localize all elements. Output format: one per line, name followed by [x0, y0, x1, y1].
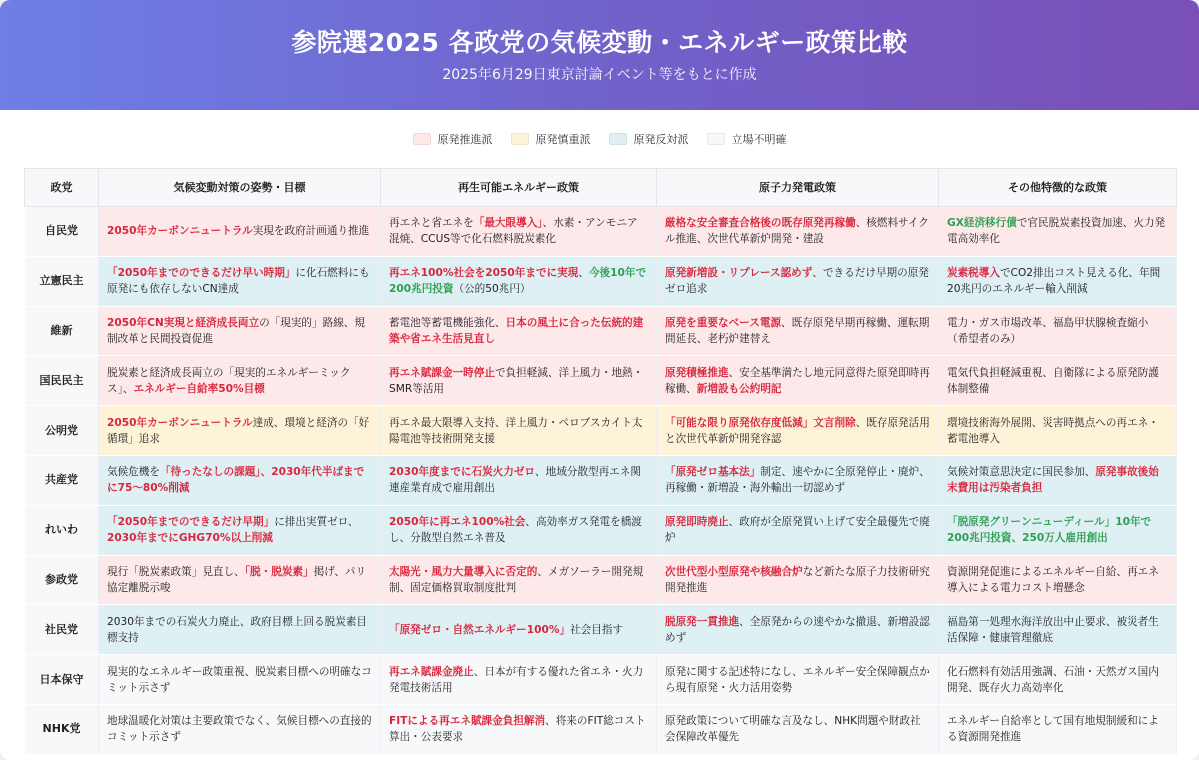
policy-text: 、既存原発早期再稼働、運転期間延長、老朽炉建替え: [665, 316, 930, 345]
policy-cell: [939, 505, 1177, 555]
policy-cell: [939, 455, 1177, 505]
policy-cell: [381, 605, 657, 655]
policy-cell: [939, 555, 1177, 605]
party-name: 立憲民主: [25, 256, 99, 306]
policy-text: 、高効率ガス発電を橋渡し、分散型自然エネ普及: [389, 516, 642, 545]
policy-text: 、安全基準満たし地元同意得た原発即時再稼働、: [665, 366, 930, 395]
policy-text: 、メガソーラー開発規制、固定価格買取制度批判: [389, 565, 644, 594]
policy-text: 気候対策意思決定に国民参加、: [947, 466, 1096, 479]
policy-cell: [657, 704, 939, 754]
policy-cell: [939, 704, 1177, 754]
legend-label: 原発推進派: [437, 133, 493, 146]
policy-text: 電気代負担軽減重視、自衛隊による原発防護体制整備: [947, 366, 1159, 395]
policy-cell: [939, 256, 1177, 306]
policy-cell: [381, 655, 657, 705]
policy-cell: [939, 655, 1177, 705]
policy-text: に化石燃料にも原発にも依存しないCN達成: [107, 267, 370, 296]
policy-text: 、: [578, 267, 589, 280]
highlight-text: 「最大限導入」: [473, 217, 543, 230]
policy-cell: [381, 256, 657, 306]
table-row: [25, 655, 1177, 705]
policy-text: 現行「脱炭素政策」見直し、: [107, 565, 245, 578]
column-header: 再生可能エネルギー政策: [381, 169, 657, 207]
policy-text: 掲げ、パリ協定離脱示唆: [107, 565, 367, 594]
highlight-text: 炭素税導入: [947, 267, 1000, 280]
policy-text: 実現を政府計画通り推進: [252, 225, 370, 238]
table-row: [25, 505, 1177, 555]
policy-text: 福島第一処理水海洋放出中止要求、被災者生活保障・健康管理徹底: [947, 615, 1159, 644]
party-name: れいわ: [25, 505, 99, 555]
table-row: [25, 306, 1177, 356]
table-row: [25, 555, 1177, 605]
highlight-text: 原発新増設・リプレース認めず: [665, 267, 813, 280]
highlight-text: 2050年に再エネ100%社会: [389, 516, 526, 529]
policy-text: 、地域分散型再エネ関連産業育成で雇用創出: [389, 466, 641, 495]
table-row: [25, 256, 1177, 306]
policy-text: の「現実的」路線、規制改革と民間投資促進: [107, 316, 365, 345]
party-name: 社民党: [25, 605, 99, 655]
policy-text: 環境技術海外展開、災害時拠点への再エネ・蓄電池導入: [947, 416, 1159, 445]
policy-text: 、政府が全原発買い上げて安全最優先で廃炉: [665, 516, 930, 545]
policy-cell: [657, 455, 939, 505]
policy-cell: [99, 555, 381, 605]
highlight-text: FITによる再エネ賦課金負担解消: [389, 715, 546, 728]
page-title: 参院選2025 各政党の気候変動・エネルギー政策比較: [291, 28, 908, 57]
policy-text: 原発に関する記述特になし、エネルギー安全保障観点から現有原発・火力活用姿勢: [665, 665, 930, 694]
policy-cell: [939, 605, 1177, 655]
policy-cell: [657, 207, 939, 257]
policy-cell: [381, 207, 657, 257]
highlight-text: 次世代型小型原発や核融合炉: [665, 565, 803, 578]
policy-cell: [99, 605, 381, 655]
policy-cell: [381, 455, 657, 505]
table-row: [25, 207, 1177, 257]
policy-cell: [381, 555, 657, 605]
policy-cell: [939, 207, 1177, 257]
table-row: [25, 704, 1177, 754]
party-name: 日本保守: [25, 655, 99, 705]
policy-text: 社会目指す: [570, 623, 624, 636]
policy-cell: [939, 356, 1177, 406]
policy-text: 、全原発からの速やかな撤退、新増設認めず: [665, 615, 930, 644]
highlight-text: 原発事故後始末費用は汚染者負担: [947, 466, 1159, 495]
policy-text: 現実的なエネルギー政策重視、脱炭素目標への明確なコミット示さず: [107, 665, 372, 694]
highlight-text: 「待ったなしの課題」、2030年代半ばまでに75〜80%削減: [107, 466, 365, 495]
table-body: [25, 207, 1177, 755]
policy-text: 地球温暖化対策は主要政策でなく、気候目標への直接的コミット示さず: [107, 715, 372, 744]
highlight-green-text: 「脱原発グリーンニューディール」10年で200兆円投資、250万人雇用創出: [947, 516, 1152, 545]
table-row: [25, 356, 1177, 406]
policy-cell: [99, 704, 381, 754]
policy-text: 、核燃料サイクル推進、次世代革新炉開発・建設: [665, 217, 929, 246]
highlight-text: 「原発ゼロ・自然エネルギー100%」: [389, 623, 571, 636]
policy-cell: [381, 306, 657, 356]
column-header: 気候変動対策の姿勢・目標: [99, 169, 381, 207]
policy-cell: [99, 655, 381, 705]
highlight-text: 「原発ゼロ基本法」: [665, 466, 761, 479]
policy-cell: [939, 306, 1177, 356]
highlight-green-text: GX経済移行債: [947, 217, 1017, 230]
highlight-text: 再エネ100%社会を2050年までに実現: [389, 267, 579, 280]
policy-table: [24, 168, 1177, 755]
party-name: 共産党: [25, 455, 99, 505]
policy-cell: [657, 306, 939, 356]
table-header-row: [25, 169, 1177, 207]
policy-cell: [657, 256, 939, 306]
policy-text: 気候危機を: [107, 466, 160, 479]
policy-text: 再エネ最大限導入支持、洋上風力・ペロブスカイト太陽電池等技術開発支援: [389, 416, 643, 445]
highlight-green-text: 今後10年で200兆円投資: [389, 267, 647, 296]
policy-text: 制定、速やかに全原発停止・廃炉、再稼働・新増設・海外輸出一切認めず: [665, 466, 930, 495]
highlight-text: 2030年までにGHG70%以上削減: [107, 532, 273, 545]
highlight-text: 再エネ賦課金一時停止: [389, 366, 495, 379]
policy-text: 、できるだけ早期の原発ゼロ追求: [665, 267, 929, 296]
policy-text: （公的50兆円）: [453, 283, 531, 296]
legend-label: 原発慎重派: [535, 133, 591, 146]
policy-cell: [381, 356, 657, 406]
policy-text: エネルギー自給率として国有地規制緩和による資源開発推進: [947, 715, 1159, 744]
policy-cell: [99, 256, 381, 306]
policy-cell: [657, 555, 939, 605]
page-subtitle: 2025年6月29日東京討論イベント等をもとに作成: [442, 67, 757, 83]
policy-cell: [657, 655, 939, 705]
table-row: [25, 605, 1177, 655]
policy-cell: [381, 406, 657, 456]
column-header: その他特徴的な政策: [939, 169, 1177, 207]
policy-cell: [381, 505, 657, 555]
policy-text: で負担軽減、洋上風力・地熱・SMR等活用: [389, 366, 644, 395]
highlight-text: 2050年カーボンニュートラル: [107, 416, 253, 429]
highlight-text: 「可能な限り原発依存度低減」文言削除: [665, 416, 856, 429]
policy-cell: [99, 505, 381, 555]
highlight-text: 2050年カーボンニュートラル: [107, 225, 253, 238]
legend-item: [511, 131, 591, 147]
party-name: 参政党: [25, 555, 99, 605]
highlight-text: 「2050年までのできるだけ早い時期」: [107, 267, 296, 280]
policy-text: でCO2排出コスト見える化、年間20兆円のエネルギー輸入削減: [947, 267, 1161, 296]
legend-swatch: [609, 133, 627, 145]
highlight-text: 「脱・脱炭素」: [244, 565, 314, 578]
policy-cell: [99, 356, 381, 406]
table-row: [25, 406, 1177, 456]
policy-text: 資源開発促進によるエネルギー自給、再エネ導入による電力コスト増懸念: [947, 565, 1159, 594]
highlight-text: 太陽光・風力大量導入に否定的: [389, 565, 538, 578]
policy-cell: [657, 356, 939, 406]
policy-text: 達成、環境と経済の「好循環」追求: [107, 416, 370, 445]
policy-cell: [939, 406, 1177, 456]
policy-text: 、既存原発活用と次世代革新炉開発容認: [665, 416, 930, 445]
policy-text: 化石燃料有効活用強調、石油・天然ガス国内開発、既存火力高効率化: [947, 665, 1159, 694]
page-header: [0, 0, 1199, 110]
legend-item: [707, 131, 787, 147]
policy-cell: [99, 455, 381, 505]
highlight-text: 脱原発一貫推進: [665, 615, 740, 628]
legend-swatch: [707, 133, 725, 145]
column-header: 政党: [25, 169, 99, 207]
party-name: 公明党: [25, 406, 99, 456]
policy-cell: [99, 207, 381, 257]
highlight-text: エネルギー自給率50%目標: [133, 382, 265, 395]
highlight-text: 原発を重要なベース電源: [665, 316, 782, 329]
policy-text: 蓄電池等蓄電機能強化、: [389, 316, 506, 329]
highlight-text: 「2050年までのできるだけ早期」: [107, 516, 275, 529]
highlight-text: 2050年CN実現と経済成長両立: [107, 316, 260, 329]
party-name: 国民民主: [25, 356, 99, 406]
policy-cell: [657, 605, 939, 655]
party-name: 自民党: [25, 207, 99, 257]
highlight-text: 新増設も公約明記: [696, 382, 782, 395]
highlight-text: 原発積極推進: [665, 366, 729, 379]
legend: [0, 110, 1199, 168]
highlight-text: 原発即時廃止: [665, 516, 729, 529]
legend-swatch: [413, 133, 431, 145]
policy-text: 再エネと省エネを: [389, 217, 474, 230]
policy-text: 電力・ガス市場改革、福島甲状腺検査縮小（希望者のみ）: [947, 316, 1149, 345]
highlight-text: 再エネ賦課金廃止: [389, 665, 474, 678]
legend-label: 原発反対派: [633, 133, 689, 146]
policy-text: 、水素・アンモニア混焼、CCUS等で化石燃料脱炭素化: [389, 217, 638, 246]
policy-text: に排出実質ゼロ、: [274, 516, 359, 529]
policy-cell: [657, 406, 939, 456]
policy-text: など新たな原子力技術研究開発推進: [665, 565, 930, 594]
policy-cell: [657, 505, 939, 555]
legend-item: [413, 131, 493, 147]
policy-text: 、日本が有する優れた省エネ・火力発電技術活用: [389, 665, 644, 694]
policy-text: 2030年までの石炭火力廃止、政府目標上回る脱炭素目標支持: [107, 615, 368, 644]
legend-swatch: [511, 133, 529, 145]
policy-cell: [99, 306, 381, 356]
party-name: NHK党: [25, 704, 99, 754]
highlight-text: 日本の風土に合った伝統的建築や省エネ生活見直し: [389, 316, 644, 345]
legend-item: [609, 131, 689, 147]
highlight-text: 厳格な安全審査合格後の既存原発再稼働: [665, 217, 856, 230]
legend-label: 立場不明確: [731, 133, 787, 146]
policy-text: 原発政策について明確な言及なし、NHK問題や財政社会保障改革優先: [665, 715, 921, 744]
policy-text: 脱炭素と経済成長両立の「現実的エネルギーミックス」、: [107, 366, 351, 395]
policy-text: で官民脱炭素投資加速、火力発電高効率化: [947, 217, 1166, 246]
policy-cell: [99, 406, 381, 456]
column-header: 原子力発電政策: [657, 169, 939, 207]
highlight-text: 2030年度までに石炭火力ゼロ: [389, 466, 536, 479]
policy-cell: [381, 704, 657, 754]
table-row: [25, 455, 1177, 505]
party-name: 維新: [25, 306, 99, 356]
policy-text: 、将来のFIT総コスト算出・公表要求: [389, 715, 646, 744]
